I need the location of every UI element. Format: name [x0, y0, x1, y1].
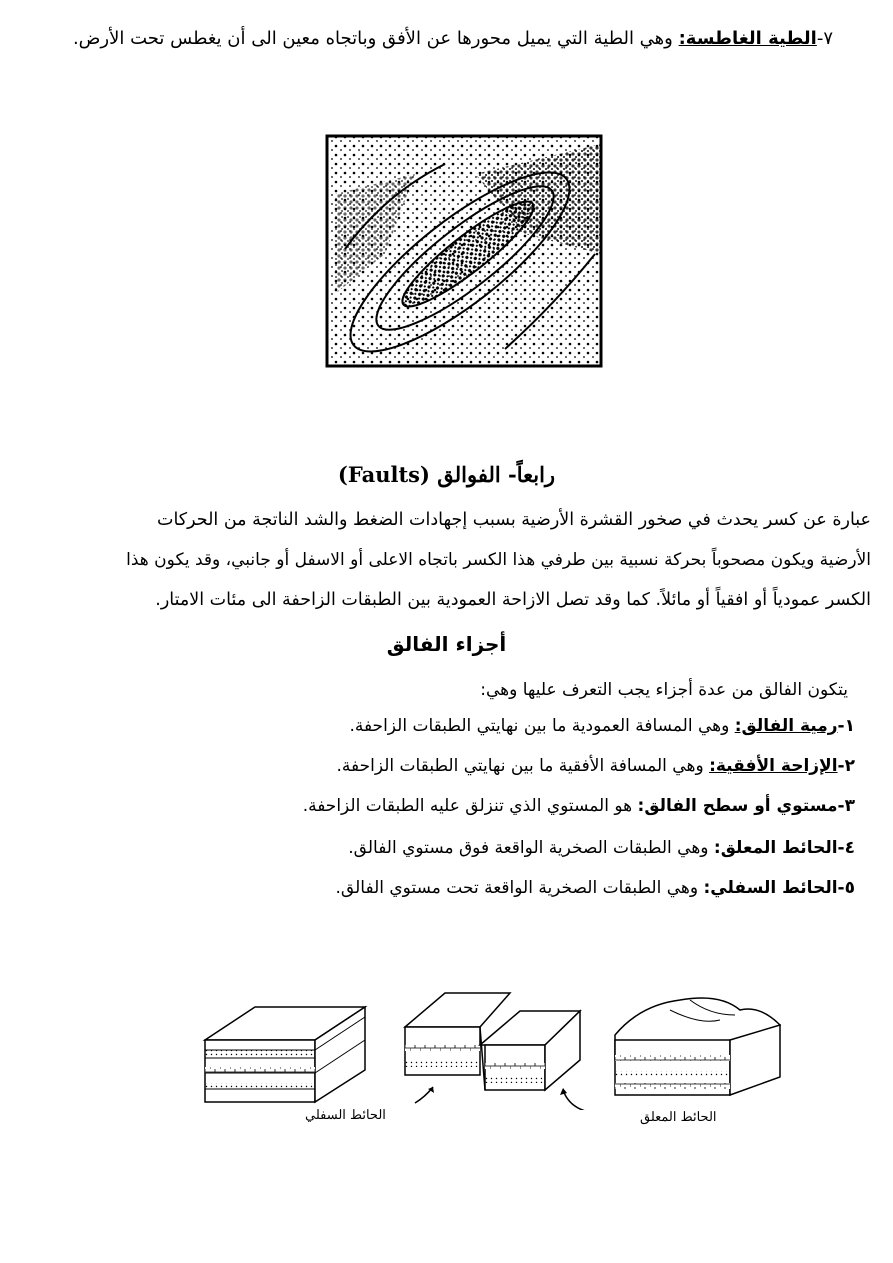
undisturbed-block: [205, 1007, 365, 1102]
hangingwall-label: الحائط المعلق: [640, 1110, 717, 1125]
item7-line: [73, 28, 833, 49]
parts-title: أجزاء الفالق: [386, 632, 507, 656]
parts-intro: يتكون الفالق من عدة أجزاء يجب التعرف عليها وهي:: [480, 680, 848, 700]
fault-definition-line-1: عبارة عن كسر يحدث في صخور القشرة الأرضية بسبب إجهادات الضغط والشد الناتجة من الحركات: [157, 510, 871, 530]
fault-blocks-figure: [200, 985, 800, 1110]
item7-term: الطية الغاطسة:: [678, 28, 817, 49]
section-title: رابعاً- الفوالق (Faults): [337, 462, 556, 487]
plunging-fold-figure: [325, 134, 605, 370]
fault-definition-line-2: الأرضية ويكون مصحوباً بحركة نسبية بين طرفي هذا الكسر باتجاه الاعلى أو الاسفل أو جانبي، وقد يكون هذا: [126, 550, 871, 570]
item7-num: ٧-: [816, 28, 833, 49]
part-item-2: ٢-الإزاحة الأفقية: وهي المسافة الأفقية ما بين نهايتي الطبقات الزاحفة.: [336, 756, 855, 776]
faulted-block: [405, 993, 580, 1090]
eroded-fault-block: [615, 998, 780, 1095]
part-item-1: ١-رمية الفالق: وهي المسافة العمودية ما بين نهايتي الطبقات الزاحفة.: [349, 716, 855, 736]
part-item-4: ٤-الحائط المعلق: وهي الطبقات الصخرية الواقعة فوق مستوي الفالق.: [348, 838, 855, 858]
fault-definition-line-3: الكسر عمودياً أو افقياً أو مائلاً. كما وقد تصل الازاحة العمودية بين الطبقات الزاحفة الى مئات الامتار.: [155, 590, 871, 610]
part-item-5: ٥-الحائط السفلي: وهي الطبقات الصخرية الواقعة تحت مستوي الفالق.: [335, 878, 855, 898]
part-item-3: ٣-مستوي أو سطح الفالق: هو المستوي الذي تنزلق عليه الطبقات الزاحفة.: [302, 796, 855, 816]
footwall-label: الحائط السفلي: [305, 1108, 386, 1123]
item7-text: وهي الطية التي يميل محورها عن الأفق وباتجاه معين الى أن يغطس تحت الأرض.: [72, 28, 679, 49]
